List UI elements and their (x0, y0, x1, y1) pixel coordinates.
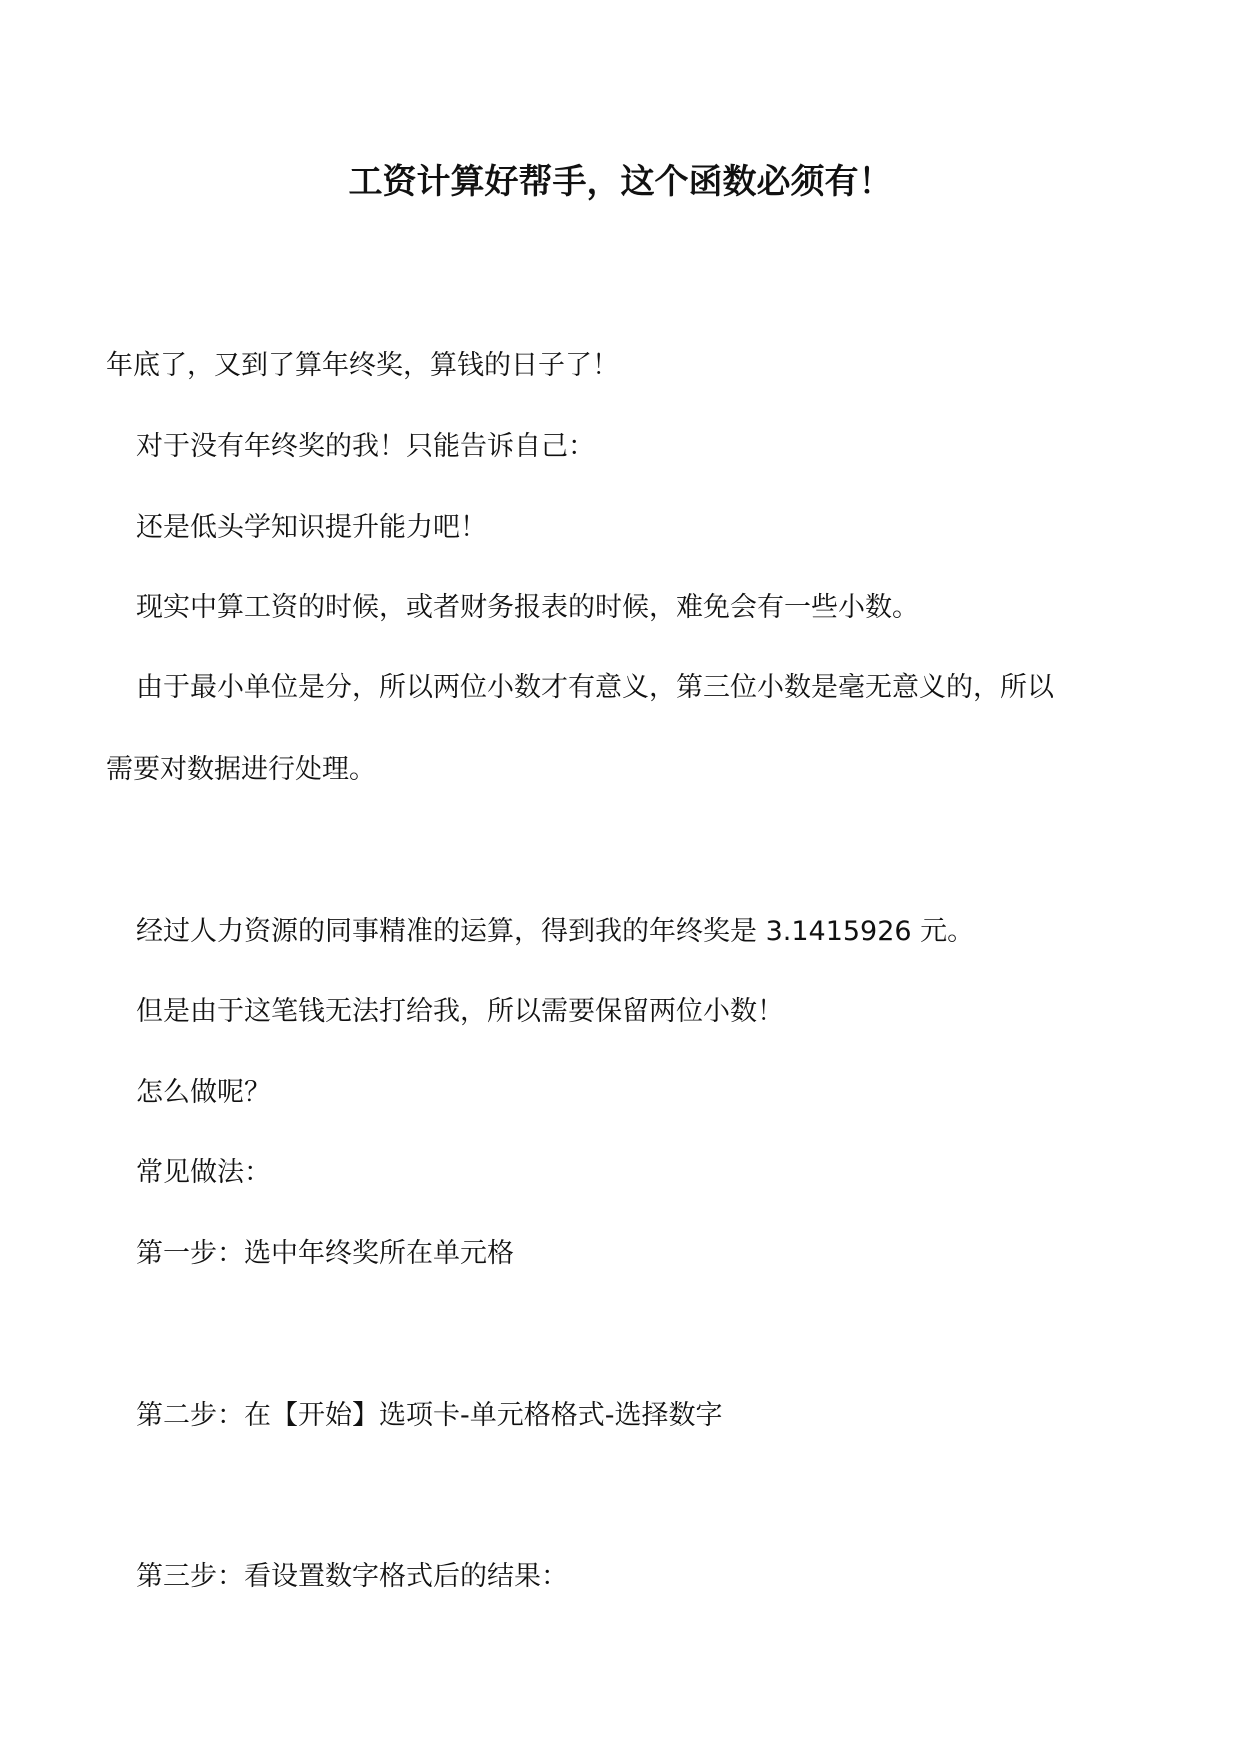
paragraph-line: 常见做法： (136, 1157, 271, 1188)
paragraph-line: 现实中算工资的时候，或者财务报表的时候，难免会有一些小数。 (136, 592, 919, 623)
step-two-line: 第二步：在【开始】选项卡-单元格格式-选择数字 (136, 1400, 723, 1431)
paragraph-line: 怎么做呢？ (136, 1077, 271, 1108)
step-three-line: 第三步：看设置数字格式后的结果： (136, 1561, 568, 1592)
paragraph-line: 但是由于这笔钱无法打给我，所以需要保留两位小数！ (136, 996, 784, 1027)
paragraph-line: 还是低头学知识提升能力吧！ (136, 512, 487, 543)
paragraph-line: 需要对数据进行处理。 (106, 754, 376, 785)
paragraph-line: 经过人力资源的同事精准的运算，得到我的年终奖是 3.1415926 元。 (136, 916, 975, 947)
step-one-line: 第一步：选中年终奖所在单元格 (136, 1238, 514, 1269)
paragraph-line: 对于没有年终奖的我！只能告诉自己： (136, 431, 595, 462)
paragraph-line: 由于最小单位是分，所以两位小数才有意义，第三位小数是毫无意义的，所以 (136, 672, 1054, 703)
document-title: 工资计算好帮手，这个函数必须有！ (348, 162, 893, 202)
paragraph-line: 年底了，又到了算年终奖，算钱的日子了！ (106, 350, 619, 381)
